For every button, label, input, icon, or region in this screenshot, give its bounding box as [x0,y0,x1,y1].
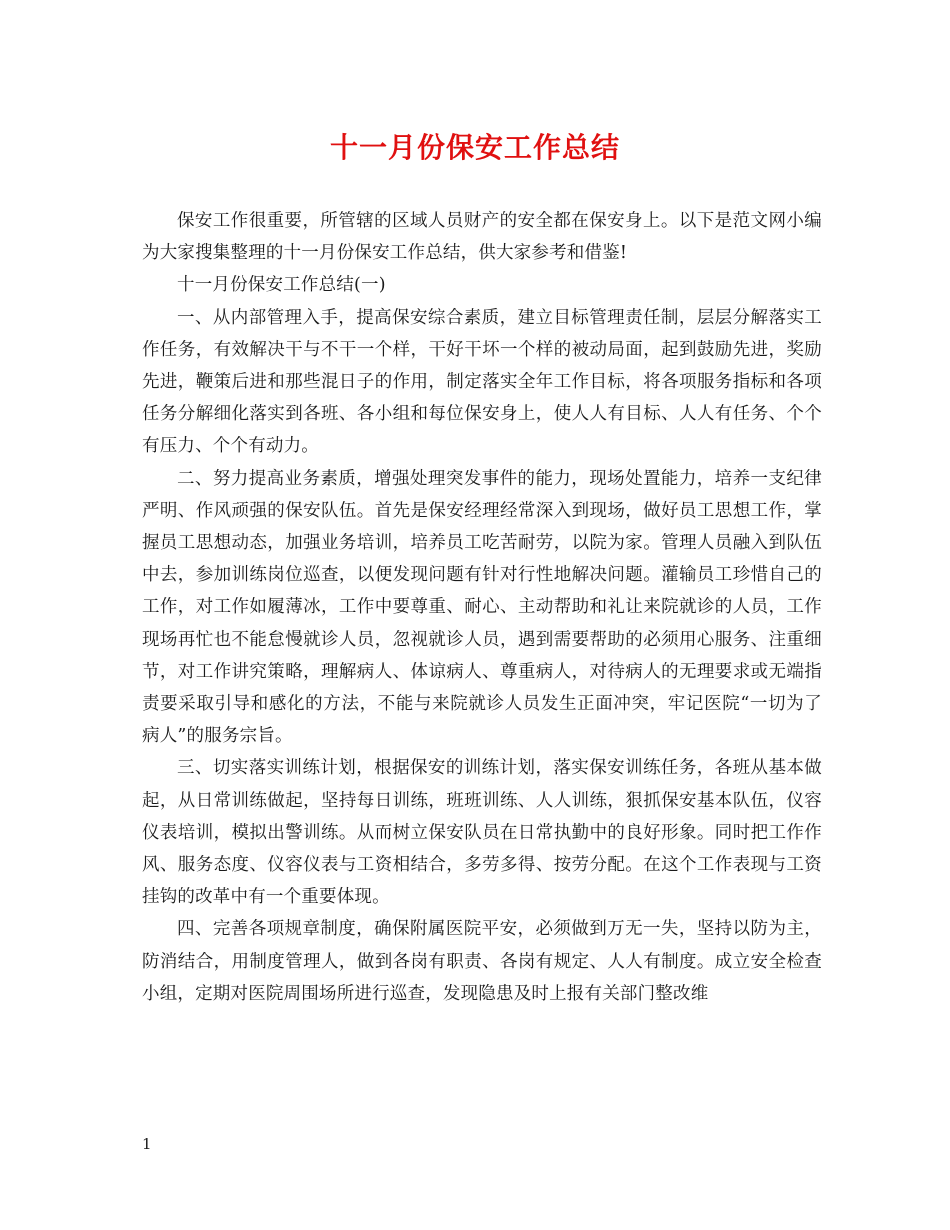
intro-paragraph: 保安工作很重要，所管辖的区域人员财产的安全都在保安身上。以下是范文网小编为大家搜集整理的十一月份保安工作总结，供大家参考和借鉴! [142,211,822,264]
paragraph-two: 二、努力提高业务素质，增强处理突发事件的能力，现场处置能力，培养一支纪律严明、作风顽强的保安队伍。首先是保安经理经常深入到现场，做好员工思想工作，掌握员工思想动态，加强业务培训，培养员工吃苦耐劳，以院为家。管理人员融入到队伍中去，参加训练岗位巡查，以便发现问题有针对行性地解决问题。灌输员工珍惜自己的工作，对工作如履薄冰，工作中要尊重、耐心、主动帮助和礼让来院就诊的人员，工作现场再忙也不能怠慢就诊人员，忽视就诊人员，遇到需要帮助的必须用心服务、注重细节，对工作讲究策略，理解病人、体谅病人、尊重病人，对待病人的无理要求或无端指责要采取引导和感化的方法，不能与来院就诊人员发生正面冲突，牢记医院“一切为了病人”的服务宗旨。 [142,468,822,747]
section-heading: 十一月份保安工作总结(一) [177,275,386,296]
document-title: 十一月份保安工作总结 [329,131,620,164]
paragraph-three: 三、切实落实训练计划，根据保安的训练计划，落实保安训练任务，各班从基本做起，从日常训练做起，坚持每日训练，班班训练、人人训练，狠抓保安基本队伍，仪容仪表培训，模拟出警训练。从而树立保安队员在日常执勤中的良好形象。同时把工作作风、服务态度、仪容仪表与工资相结合，多劳多得、按劳分配。在这个工作表现与工资挂钩的改革中有一个重要体现。 [142,758,822,908]
paragraph-four: 四、完善各项规章制度，确保附属医院平安，必须做到万无一失，坚持以防为主，防消结合，用制度管理人，做到各岗有职责、各岗有规定、人人有制度。成立安全检查小组，定期对医院周围场所进行巡查，发现隐患及时上报有关部门整改维 [142,919,822,1004]
document-body [142,205,822,1010]
page-number: 1 [142,1135,152,1153]
paragraph-one: 一、从内部管理入手，提高保安综合素质，建立目标管理责任制，层层分解落实工作任务，有效解决干与不干一个样，干好干坏一个样的被动局面，起到鼓励先进，奖励先进，鞭策后进和那些混日子的作用，制定落实全年工作目标，将各项服务指标和各项任务分解细化落实到各班、各小组和每位保安身上，使人人有目标、人人有任务、个个有压力、个个有动力。 [142,307,822,457]
